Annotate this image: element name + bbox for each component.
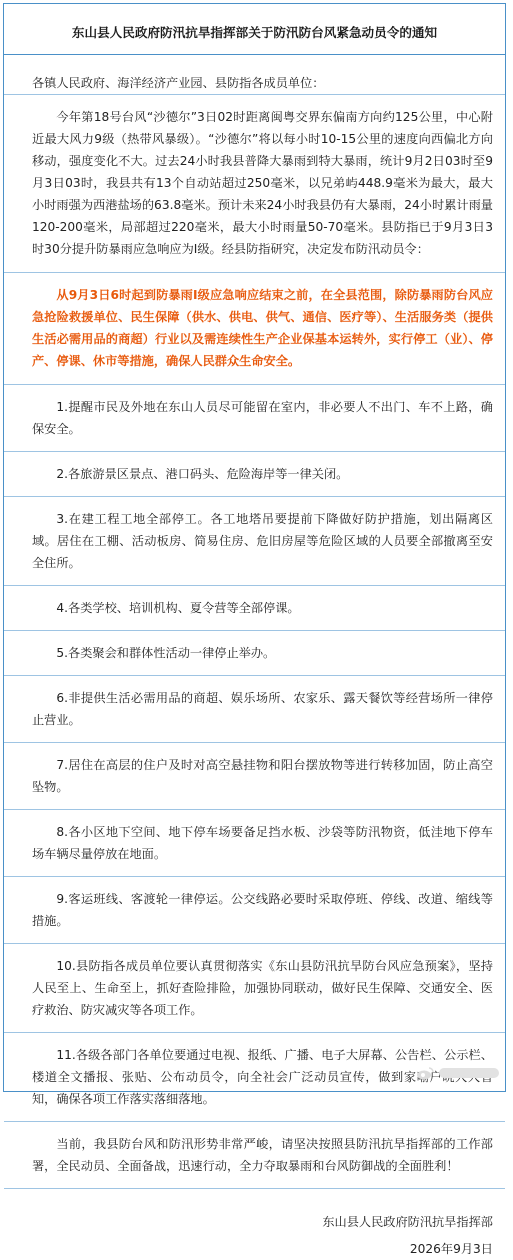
issuer-signature: 东山县人民政府防汛抗旱指挥部 bbox=[32, 1211, 493, 1233]
watermark bbox=[416, 1066, 499, 1080]
list-item: 1.提醒市民及外地在东山人员尽可能留在室内，非必要人不出门、车不上路，确保安全。 bbox=[32, 385, 493, 451]
list-item: 6.非提供生活必需用品的商超、娱乐场所、农家乐、露天餐饮等经营场所一律停止营业。 bbox=[32, 676, 493, 742]
closing-paragraph: 当前，我县防台风和防汛形势非常严峻，请坚决按照县防汛抗旱指挥部的工作部署，全民动员、全面备战，迅速行动，全力夺取暴雨和台风防御战的全面胜利！ bbox=[32, 1122, 493, 1188]
document-body bbox=[4, 72, 505, 1260]
watermark-blur bbox=[439, 1068, 499, 1078]
list-item: 11.各级各部门各单位要通过电视、报纸、广播、电子大屏幕、公告栏、公示栏、楼道全文播报、张贴、公布动员令，向全社会广泛动员宣传，做到家喻户晓人人皆知，确保各项工作落实落细落地。 bbox=[32, 1033, 493, 1121]
highlight-paragraph: 从9月3日6时起到防暴雨Ⅰ级应急响应结束之前，在全县范围，除防暴雨防台风应急抢险救援单位、民生保障（供水、供电、供气、通信、医疗等）、生活服务类（提供生活必需用品的商超）行业以及需连续性生产企业保基本运转外，实行停工（业）、停产、停课、休市等措施，确保人民群众生命安全。 bbox=[32, 273, 493, 384]
list-item: 10.县防指各成员单位要认真贯彻落实《东山县防汛抗旱防台风应急预案》，坚持人民至上、生命至上，抓好查险排险，加强协同联动，做好民生保障、交通安全、医疗救治、防灾减灾等各项工作。 bbox=[32, 944, 493, 1032]
paragraph-divider bbox=[4, 1188, 505, 1189]
list-item: 3.在建工程工地全部停工。各工地塔吊要提前下降做好防护措施，划出隔离区域。居住在工棚、活动板房、简易住房、危旧房屋等危险区域的人员要全部撤离至安全住所。 bbox=[32, 497, 493, 585]
document-title: 东山县人民政府防汛抗旱指挥部关于防汛防台风紧急动员令的通知 bbox=[12, 24, 497, 42]
list-item: 5.各类聚会和群体性活动一律停止举办。 bbox=[32, 631, 493, 675]
weibo-logo-icon bbox=[416, 1066, 434, 1080]
intro-paragraph: 今年第18号台风“沙德尔”3日02时距离闽粤交界东偏南方向约125公里，中心附近最大风力9级（热带风暴级）。“沙德尔”将以每小时10-15公里的速度向西偏北方向移动，强度变化不大。过去24小时我县普降大暴雨到特大暴雨，统计9月2日03时至9月3日03时，我县共有13个自动站超过250毫米，以兄弟屿448.9毫米为最大，最大小时雨强为西港盐场的63.8毫米。预计未来24小时我县仍有大暴雨，24小时累计雨量120-200毫米，局部超过220毫米，最大小时雨量50-70毫米。县防指已于9月3日3时30分提升防暴雨应急响应为Ⅰ级。经县防指研究，决定发布防汛动员令： bbox=[32, 95, 493, 272]
list-item: 7.居住在高层的住户及时对高空悬挂物和阳台摆放物等进行转移加固，防止高空坠物。 bbox=[32, 743, 493, 809]
list-item: 4.各类学校、培训机构、夏令营等全部停课。 bbox=[32, 586, 493, 630]
issue-date: 2026年9月3日 bbox=[32, 1238, 493, 1260]
title-divider bbox=[4, 54, 505, 55]
list-item: 9.客运班线、客渡轮一律停运。公交线路必要时采取停班、停线、改道、缩线等措施。 bbox=[32, 877, 493, 943]
list-item: 2.各旅游景区景点、港口码头、危险海岸等一律关闭。 bbox=[32, 452, 493, 496]
addressee: 各镇人民政府、海洋经济产业园、县防指各成员单位： bbox=[32, 72, 493, 94]
notice-frame bbox=[3, 3, 506, 1092]
list-item: 8.各小区地下空间、地下停车场要备足挡水板、沙袋等防汛物资，低洼地下停车场车辆尽量停放在地面。 bbox=[32, 810, 493, 876]
